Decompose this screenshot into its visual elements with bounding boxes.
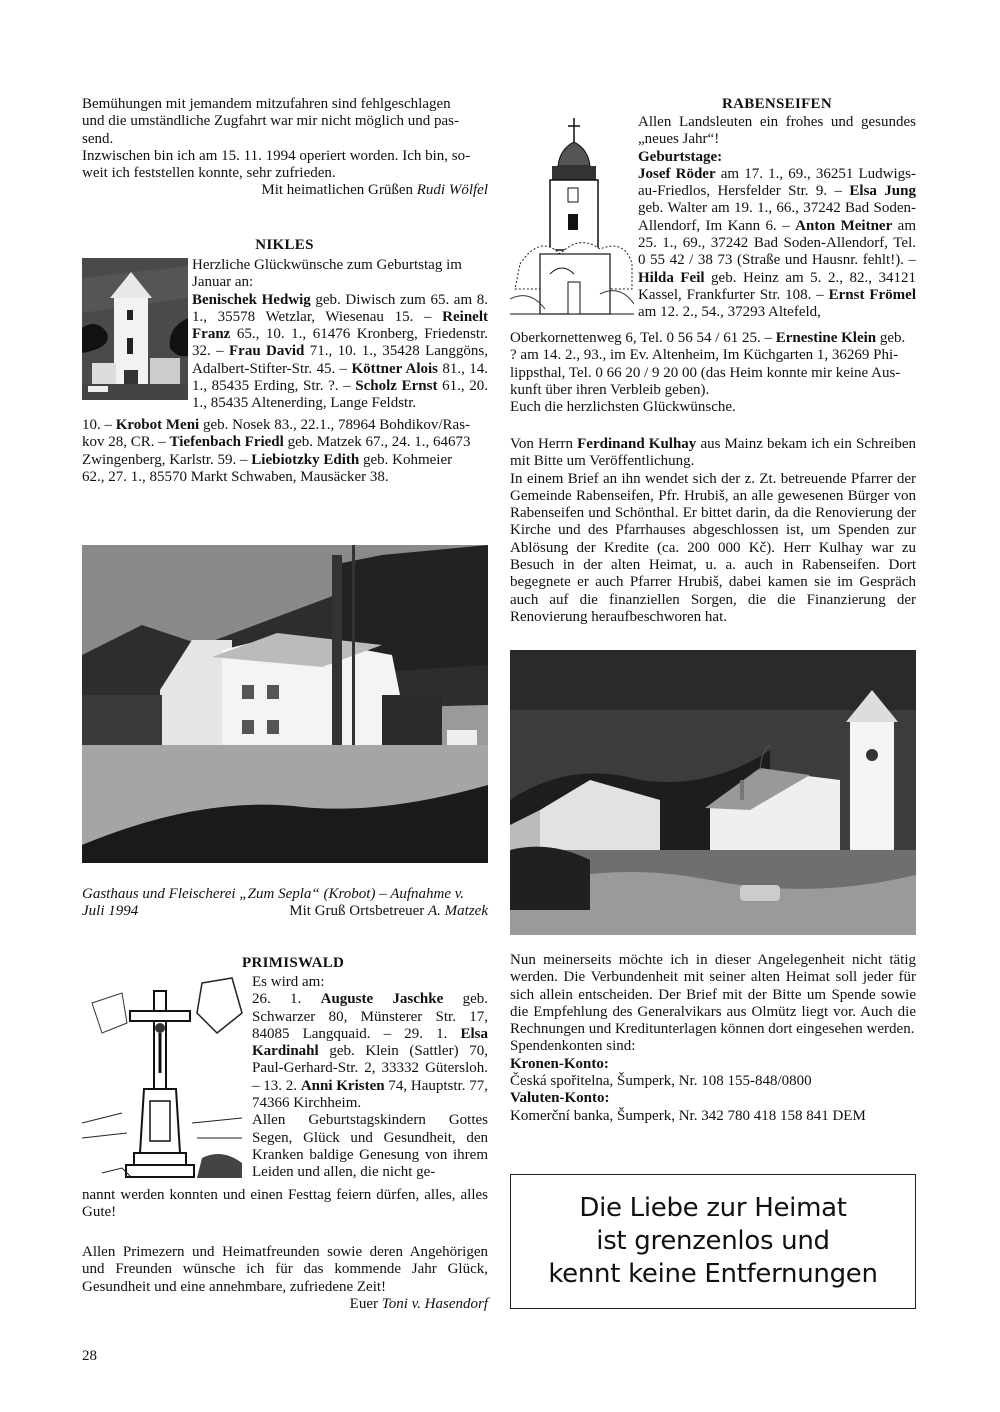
birthday-name: Auguste Jaschke: [320, 991, 444, 1008]
valuten-label: Valuten-Konto:: [510, 1090, 610, 1107]
text-line: [82, 452, 488, 469]
birthday-name: Anni Kristen: [300, 1077, 385, 1094]
nikles-entries: [192, 292, 488, 413]
birthday-name: Anton Meitner: [795, 217, 893, 234]
birthday-detail: geb. Diwisch zum 65. am 8. 1., 35578 Wetzlar, Wiesenau 15. –: [192, 291, 488, 325]
text-line: lippsthal, Tel. 0 66 20 / 9 20 00 (das Heim konnte mir keine Aus-: [510, 364, 901, 381]
rabenseifen-greeting: Allen Landsleuten ein frohes und gesundes „neues Jahr“!: [638, 114, 916, 148]
text-line: Bemühungen mit jemandem mitzufahren sind fehlgeschlagen: [82, 96, 451, 112]
quote-line-1: Die Liebe zur Heimat: [579, 1193, 847, 1223]
kulhay-p1-end: aus Mainz bekam ich ein Schreiben mit Bitte um Veröffentlichung.: [510, 436, 916, 470]
gasthaus-photo: [82, 545, 488, 863]
quote-line-3: kennt keine Entfernungen: [548, 1259, 878, 1289]
birthday-detail: am 25. 1., 69., 37242 Bad Soden-Allendorf, Tel. 0 55 42 / 38 73 (Straße und Hausnr. fehlt!). –: [638, 217, 917, 269]
kulhay-paragraph-1: [510, 436, 916, 471]
caption-date: Juli 1994: [82, 903, 139, 920]
signature-name: Toni v. Hasendorf: [381, 1295, 488, 1312]
caption-credit-name: A. Matzek: [428, 903, 488, 920]
nikles-text: [192, 257, 488, 413]
primiswald-closing-text: Allen Primezern und Heimatfreunden sowie deren Angehörigen und Freunden wünsche ich für das kommende Jahr Glück, Gesundheit und eine annehmbare, zufriedene Zeit!: [82, 1244, 488, 1295]
page-number: 28: [82, 1348, 97, 1364]
kulhay-p1-start: Von Herrn: [510, 436, 578, 452]
nikles-heading: NIKLES: [255, 237, 314, 253]
text-line: ? am 14. 2., 93., im Ev. Altenheim, Im Küchgarten 1, 36269 Phi-: [510, 347, 899, 364]
birthday-name: Tiefenbach Friedl: [169, 434, 284, 451]
birthday-name: Ernestine Klein: [775, 330, 877, 346]
birthday-name: Reinelt Franz: [192, 308, 488, 343]
signature-name: Rudi Wölfel: [416, 182, 488, 199]
birthday-detail: geb. Klein (Sattler) 70, Paul-Gerhard-Str. 2, 33332 Gütersloh. – 13. 2.: [252, 1043, 488, 1094]
rabenseifen-church-sketch: [510, 114, 634, 330]
birthday-name: Josef Röder: [638, 165, 716, 182]
text-line: 62., 27. 1., 85570 Markt Schwaben, Mausäcker 38.: [82, 468, 389, 485]
wayside-cross-sketch: [82, 973, 244, 1183]
birthday-name: Elsa Jung: [849, 183, 916, 200]
text-line: kunft über ihren Verbleib geben).: [510, 381, 710, 398]
birthday-detail: geb. Schwarzer 80, Münsterer Str. 17, 84085 Langquaid. – 29. 1.: [252, 991, 488, 1042]
primiswald-heading: PRIMISWALD: [242, 955, 345, 971]
signature: [82, 1296, 488, 1313]
birthday-detail: geb.: [876, 330, 906, 346]
birthday-name: Frau David: [229, 343, 305, 360]
birthday-detail: 71., 10. 1., 35428 Langgöns, Adalbert-Stifter-Str. 45. –: [192, 343, 488, 377]
donation-text: [510, 952, 916, 1125]
text-line: [510, 330, 916, 347]
birthday-detail: geb. Kohmeier: [359, 451, 453, 468]
primiswald-wish-end: nannt werden konnten und einen Festtag feiern dürfen, alles, alles Gute!: [82, 1187, 488, 1221]
quote-line-2: ist grenzenlos und: [596, 1226, 830, 1256]
primiswald-heading-wrap: [240, 955, 488, 972]
signature: [82, 182, 488, 199]
caption-credit: [289, 903, 488, 920]
primiswald-intro: Es wird am:: [252, 974, 325, 990]
text-line: und die umständliche Zugfahrt war mir nicht möglich und pas-: [82, 113, 459, 130]
birthday-detail: geb. Nosek 83., 22.1., 78964 Bohdikov/Ras-: [199, 417, 471, 433]
kulhay-name: Ferdinand Kulhay: [577, 436, 697, 452]
birthdays-label: Geburtstage:: [638, 148, 723, 165]
birthday-detail: 10. –: [82, 417, 116, 433]
signature-prefix: Mit heimatlichen Grüßen: [261, 182, 417, 199]
primiswald-text-full: [82, 1187, 488, 1222]
kronen-label-line: [510, 1056, 916, 1073]
nikles-text-full: [82, 417, 488, 486]
birthday-detail: Oberkornettenweg 6, Tel. 0 56 54 / 61 25. –: [510, 330, 776, 346]
birthday-name: Scholz Ernst: [355, 378, 438, 395]
gasthaus-caption: [82, 886, 488, 921]
nikles-heading-wrap: [192, 237, 377, 254]
caption-credit-prefix: Mit Gruß Ortsbetreuer: [289, 903, 429, 920]
caption-line-2: [82, 903, 488, 920]
text-line: weit ich feststellen konnte, sehr zufrieden.: [82, 165, 336, 182]
kronen-label: Kronen-Konto:: [510, 1055, 609, 1072]
nikles-church-sketch: [82, 258, 188, 400]
church-photo: [510, 650, 916, 935]
nikles-intro-1: Herzliche Glückwünsche zum Geburtstag im: [192, 257, 462, 273]
birthday-detail: 65., 10. 1., 61476 Kronberg, Friedenstr. 32. –: [192, 326, 488, 360]
primiswald-wish: Allen Geburtstagskindern Gottes Segen, Glück und Gesundheit, den Kranken baldige Genesung von ihrem Leiden und allen, die nicht ge-: [252, 1112, 488, 1181]
rabenseifen-text-full: [510, 330, 916, 416]
birthday-date: 26. 1.: [252, 991, 321, 1008]
valuten-account: Komerční banka, Šumperk, Nr. 342 780 418 158 841 DEM: [510, 1107, 866, 1124]
accounts-label: Spendenkonten sind:: [510, 1038, 636, 1055]
birthday-detail: geb. Matzek 67., 24. 1., 64673: [283, 434, 471, 451]
primiswald-entries: [252, 991, 488, 1112]
intro-letter-text: [82, 96, 488, 200]
text-line: send.: [82, 130, 114, 147]
birthday-name: Krobot Meni: [115, 417, 200, 433]
primiswald-closing: [82, 1244, 488, 1313]
birthday-name: Köttner Alois: [351, 360, 439, 377]
birthday-name: Ernst Frömel: [828, 286, 916, 303]
heimat-quote-box: [510, 1174, 916, 1309]
rabenseifen-heading-wrap: [638, 96, 916, 113]
signature-prefix: Euer: [349, 1295, 382, 1312]
text-line: Inzwischen bin ich am 15. 11. 1994 operiert worden. Ich bin, so-: [82, 147, 471, 164]
caption-text: Gasthaus und Fleischerei „Zum Sepla“ (Krobot) – Aufnahme v.: [82, 886, 465, 902]
birthday-detail: am 12. 2., 54., 37293 Altefeld,: [638, 304, 821, 321]
donation-paragraph: Nun meinerseits möchte ich in dieser Angelegenheit nicht tätig werden. Die Verbundenheit mit seiner alten Heimat soll jeder für sich allein entscheiden. Der Brief mit der Bitte um Spende sowie die Empfehlung des Generalvikars aus Olmütz liegt vor. Auch die Rechnungen und Kreditunterlagen können dort eingesehen werden.: [510, 952, 916, 1038]
rabenseifen-text: [638, 114, 916, 322]
birthday-name: Benischek Hedwig: [192, 291, 311, 308]
kronen-account: Česká spořitelna, Šumperk, Nr. 108 155-848/0800: [510, 1073, 812, 1090]
birthday-name: Hilda Feil: [638, 269, 705, 286]
birthday-detail: 61., 20. 1., 85435 Altenerding, Lange Feldstr.: [192, 378, 488, 412]
birthday-detail: geb. Heinz am 5. 2., 82., 34121 Kassel, Frankfurter Str. 108. –: [638, 269, 916, 303]
rabenseifen-heading: RABENSEIFEN: [722, 96, 832, 112]
birthday-name: Liebiotzky Edith: [251, 451, 360, 468]
primiswald-text: [252, 974, 488, 1182]
birthday-detail: am 17. 1., 69., 36251 Ludwigs-au-Friedlos, Hersfelder Str. 9. –: [638, 165, 916, 200]
birthday-detail: kov 28, CR. –: [82, 434, 170, 451]
birthday-name: Elsa Kardinahl: [252, 1025, 488, 1060]
text-line: [82, 434, 488, 451]
birthday-detail: Zwingenberg, Karlstr. 59. –: [82, 451, 252, 468]
nikles-intro-2: Januar an:: [192, 274, 254, 291]
caption-line-1: [82, 886, 488, 903]
text-line: [82, 417, 488, 434]
heimat-quote: [548, 1192, 877, 1291]
birthday-detail: 81., 14. 1., 85435 Erding, Str. ?. –: [192, 360, 489, 395]
birthday-detail: geb. Walter am 19. 1., 66., 37242 Bad Soden-Allendorf, Im Kann 6. –: [638, 200, 916, 234]
rabenseifen-entries: [638, 149, 916, 322]
birthday-detail: 74, Hauptstr. 77, 74366 Kirchheim.: [252, 1077, 488, 1112]
kulhay-paragraph-2: In einem Brief an ihn wendet sich der z. Zt. betreuende Pfarrer der Gemeinde Rabenseifen, Pfr. Hrubiš, an alle gewesenen Bürger von Rabenseifen und Schönthal. Er bittet darin, da die Renovierung der Kirche und des Pfarrhauses abgeschlossen ist, um Spenden zur Ablösung der Kredite (ca. 200 000 Kč). Herr Kulhay war zu Besuch in der alten Heimat, u. a. auch in Rabenseifen. Dort begegnete er auch Pfarrer Hrubiš, dabei kamen sie im Gespräch auch auf die finanziellen Sorgen, die die Finanzierung der Renovierung heraufbeschworen hat.: [510, 470, 916, 625]
kulhay-letter-text: [510, 436, 916, 626]
valuten-label-line: [510, 1090, 916, 1107]
text-line: Euch die herzlichsten Glückwünsche.: [510, 399, 736, 416]
